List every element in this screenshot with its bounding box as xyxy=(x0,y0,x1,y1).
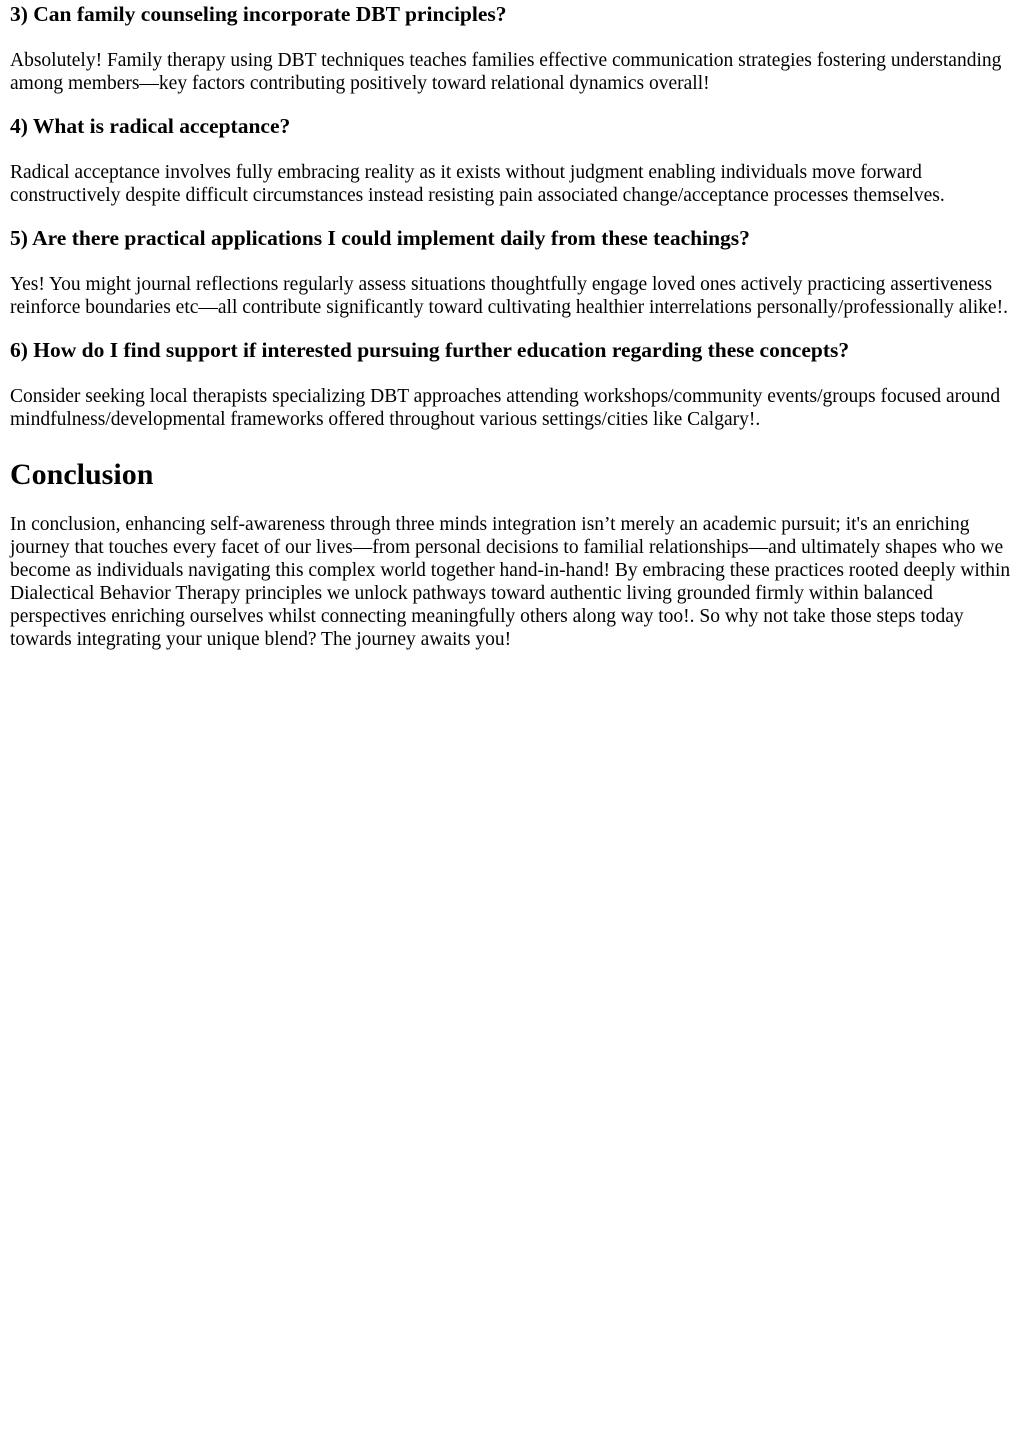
faq-item-6 xyxy=(10,337,1016,431)
faq-question: 3) Can family counseling incorporate DBT principles? xyxy=(10,2,507,26)
faq-question: 4) What is radical acceptance? xyxy=(10,114,291,138)
faq-question: 5) Are there practical applications I could implement daily from these teachings? xyxy=(10,226,750,250)
faq-item-5 xyxy=(10,225,1016,319)
faq-item-3 xyxy=(10,1,1016,95)
faq-answer: Absolutely! Family therapy using DBT techniques teaches families effective communication strategies fostering understanding among members—key factors contributing positively toward relational dynamics overall! xyxy=(10,50,1002,94)
conclusion-section xyxy=(10,457,1016,651)
faq-question: 6) How do I find support if interested pursuing further education regarding these concepts? xyxy=(10,338,850,362)
conclusion-heading: Conclusion xyxy=(10,458,154,491)
faq-item-4 xyxy=(10,113,1016,207)
faq-answer: Consider seeking local therapists specializing DBT approaches attending workshops/community events/groups focused around mindfulness/developmental frameworks offered throughout various settings/cities like Calgary!. xyxy=(10,386,1001,430)
conclusion-text: In conclusion, enhancing self-awareness through three minds integration isn’t merely an academic pursuit; it's an enriching journey that touches every facet of our lives—from personal decisions to familial relationships—and ultimately shapes who we become as individuals navigating this complex world together hand-in-hand! By embracing these practices rooted deeply within Dialectical Behavior Therapy principles we unlock pathways toward authentic living grounded firmly within balanced perspectives enriching ourselves whilst connecting meaningfully others along way too!. So why not take those steps today towards integrating your unique blend? The journey awaits you! xyxy=(10,514,1011,650)
article-body xyxy=(0,1,1024,651)
faq-answer: Yes! You might journal reflections regularly assess situations thoughtfully engage loved ones actively practicing assertiveness reinforce boundaries etc—all contribute significantly toward cultivating healthier interrelations personally/professionally alike!. xyxy=(10,274,1008,318)
faq-answer: Radical acceptance involves fully embracing reality as it exists without judgment enabling individuals move forward constructively despite difficult circumstances instead resisting pain associated change/acceptance processes themselves. xyxy=(10,162,945,206)
